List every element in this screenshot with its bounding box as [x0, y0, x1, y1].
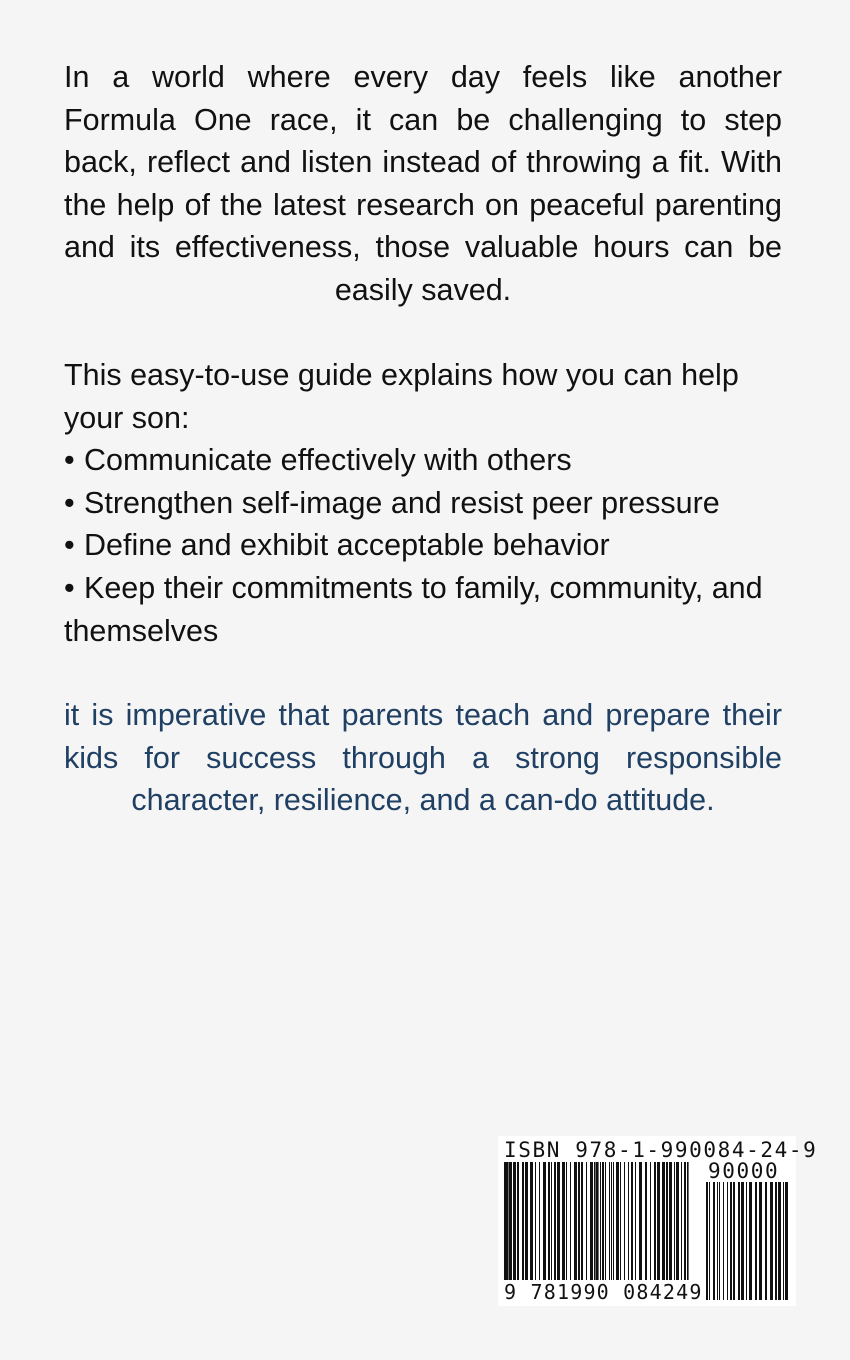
- list-item: [64, 567, 782, 652]
- addon-bar: [778, 1182, 781, 1300]
- addon-bar: [746, 1182, 747, 1300]
- closing-statement: it is imperative that parents teach and prepare their kids for success through a strong responsible character, resilience, and a can-do attitude.: [64, 698, 782, 818]
- addon-bar: [775, 1182, 777, 1300]
- list-item: [64, 439, 782, 482]
- addon-bar: [713, 1182, 715, 1300]
- guide-lead: This easy-to-use guide explains how you can help your son:: [64, 358, 739, 435]
- list-item: [64, 482, 782, 525]
- bullet-text: Define and exhibit acceptable behavior: [84, 528, 610, 563]
- bullet-text: Communicate effectively with others: [84, 443, 572, 478]
- isbn-label: ISBN 978-1-990084-24-9: [504, 1138, 818, 1162]
- price-code: 90000: [708, 1159, 780, 1183]
- addon-bar: [759, 1182, 762, 1300]
- bullet-icon: •: [64, 443, 75, 478]
- bullet-text: Strengthen self-image and resist peer pressure: [84, 485, 720, 520]
- addon-bar: [741, 1182, 744, 1300]
- addon-bar: [765, 1182, 767, 1300]
- addon-bar: [717, 1182, 718, 1300]
- addon-bar: [723, 1182, 724, 1300]
- addon-bar: [709, 1182, 710, 1300]
- list-item: [64, 524, 782, 567]
- bullet-icon: •: [64, 570, 75, 605]
- addon-bar: [719, 1182, 720, 1300]
- addon-bar: [738, 1182, 740, 1300]
- addon-bar: [770, 1182, 773, 1300]
- addon-bar: [785, 1182, 788, 1300]
- bullet-list: [64, 439, 782, 652]
- intro-paragraph: In a world where every day feels like another Formula One race, it can be challenging to step back, reflect and listen instead of throwing a fit. With the help of the latest research on peaceful parenting and its effectiveness, those valuable hours can be easily saved.: [64, 60, 782, 307]
- ean-digits: 9 781990 084249: [504, 1280, 703, 1304]
- addon-bar: [749, 1182, 752, 1300]
- guide-section: [64, 354, 782, 652]
- bullet-icon: •: [64, 485, 75, 520]
- addon-bar: [706, 1182, 708, 1300]
- addon-bar: [755, 1182, 757, 1300]
- addon-bar: [783, 1182, 784, 1300]
- bullet-text: Keep their commitments to family, community, and themselves: [64, 570, 763, 648]
- addon-bar: [730, 1182, 732, 1300]
- isbn-barcode: [498, 1136, 818, 1306]
- addon-bar: [733, 1182, 735, 1300]
- addon-bar: [727, 1182, 728, 1300]
- bullet-icon: •: [64, 528, 75, 563]
